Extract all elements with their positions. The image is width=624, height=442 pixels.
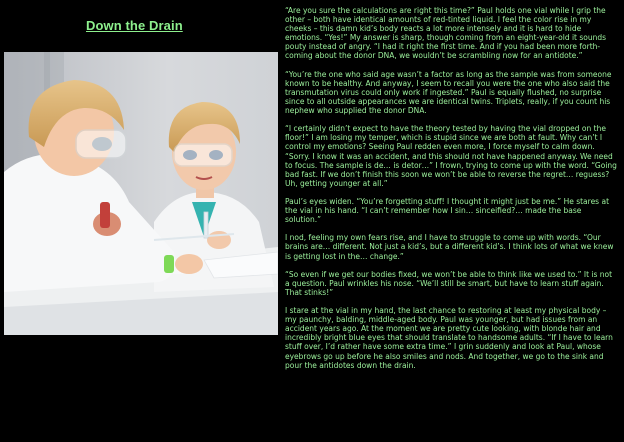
story-title: Down the Drain	[86, 18, 183, 33]
story-paragraph-2: “You’re the one who said age wasn’t a factor as long as the sample was from someone known to be healthy. And anyway, I seem to recall you were the one who also said the transmutation virus could only work if ingested.” Paul is equally flushed, no surprise since to all outside appearances we are identical twins. Triplets, really, if you count his nephew who supplied the donor DNA.	[285, 69, 612, 116]
story-photo	[4, 52, 278, 335]
story-paragraph-3: “I certainly didn’t expect to have the theory tested by having the vial dropped on the floor!” I am losing my temper, which is stupid since we are both at fault. Why can’t I control my emotions? Seeing Paul redden even more, I force myself to calm down. “Sorry. I know it was an accident, and this should not have happened anyway. We need to focus. The sample is de… is detor…” I frown, trying to come up with the word. “Going bad fast. If we don’t finish this soon we won’t be able to reverse the regret… reguess? Uh, getting younger at all.”	[285, 124, 617, 188]
story-paragraph-1: “Are you sure the calculations are right this time?” Paul holds one vial while I grip the other – both have identical amounts of red-tinted liquid. I feel the color rise in my cheeks – this damn kid’s body reacts a lot more intensely and it is hard to hide emotions. “Yes!” My answer is sharp, though coming from an eight-year-old it sounds pouty instead of angry. “I had it right the first time. And if you had been more forth-coming about the donor DNA, we wouldn’t be scrambling now for an antidote.”	[285, 6, 607, 61]
story-text	[285, 6, 618, 379]
story-paragraph-6: “So even if we get our bodies fixed, we won’t be able to think like we used to.” It is not a question. Paul wrinkles his nose. “We’ll still be smart, but have to learn stuff again. That stinks!”	[285, 269, 613, 297]
story-paragraph-4: Paul’s eyes widen. “You’re forgetting stuff! I thought it might just be me.” He stares at the vial in his hand. “I can’t remember how I sin… sinceified?… made the base solution.”	[285, 196, 610, 225]
story-paragraph-5: I nod, feeling my own fears rise, and I have to struggle to come up with words. “Our brains are… different. Not just a kid’s, but a different kid’s. I think lots of what we knew is getting lost in the… change.”	[285, 233, 614, 261]
story-paragraph-7: I stare at the vial in my hand, the last chance to restoring at least my physical body – my paunchy, balding, middle-aged body. Paul was younger, but had issues from an accident years ago. At the moment we are pretty cute looking, with blonde hair and incredibly bright blue eyes that should translate to handsome adults. “If I have to learn stuff over, I’d rather have some extra time.” I grin suddenly and look at Paul, whose eyebrows go up before he also smiles and nods. And together, we go to the sink and pour the antidotes down the drain.	[285, 306, 613, 370]
